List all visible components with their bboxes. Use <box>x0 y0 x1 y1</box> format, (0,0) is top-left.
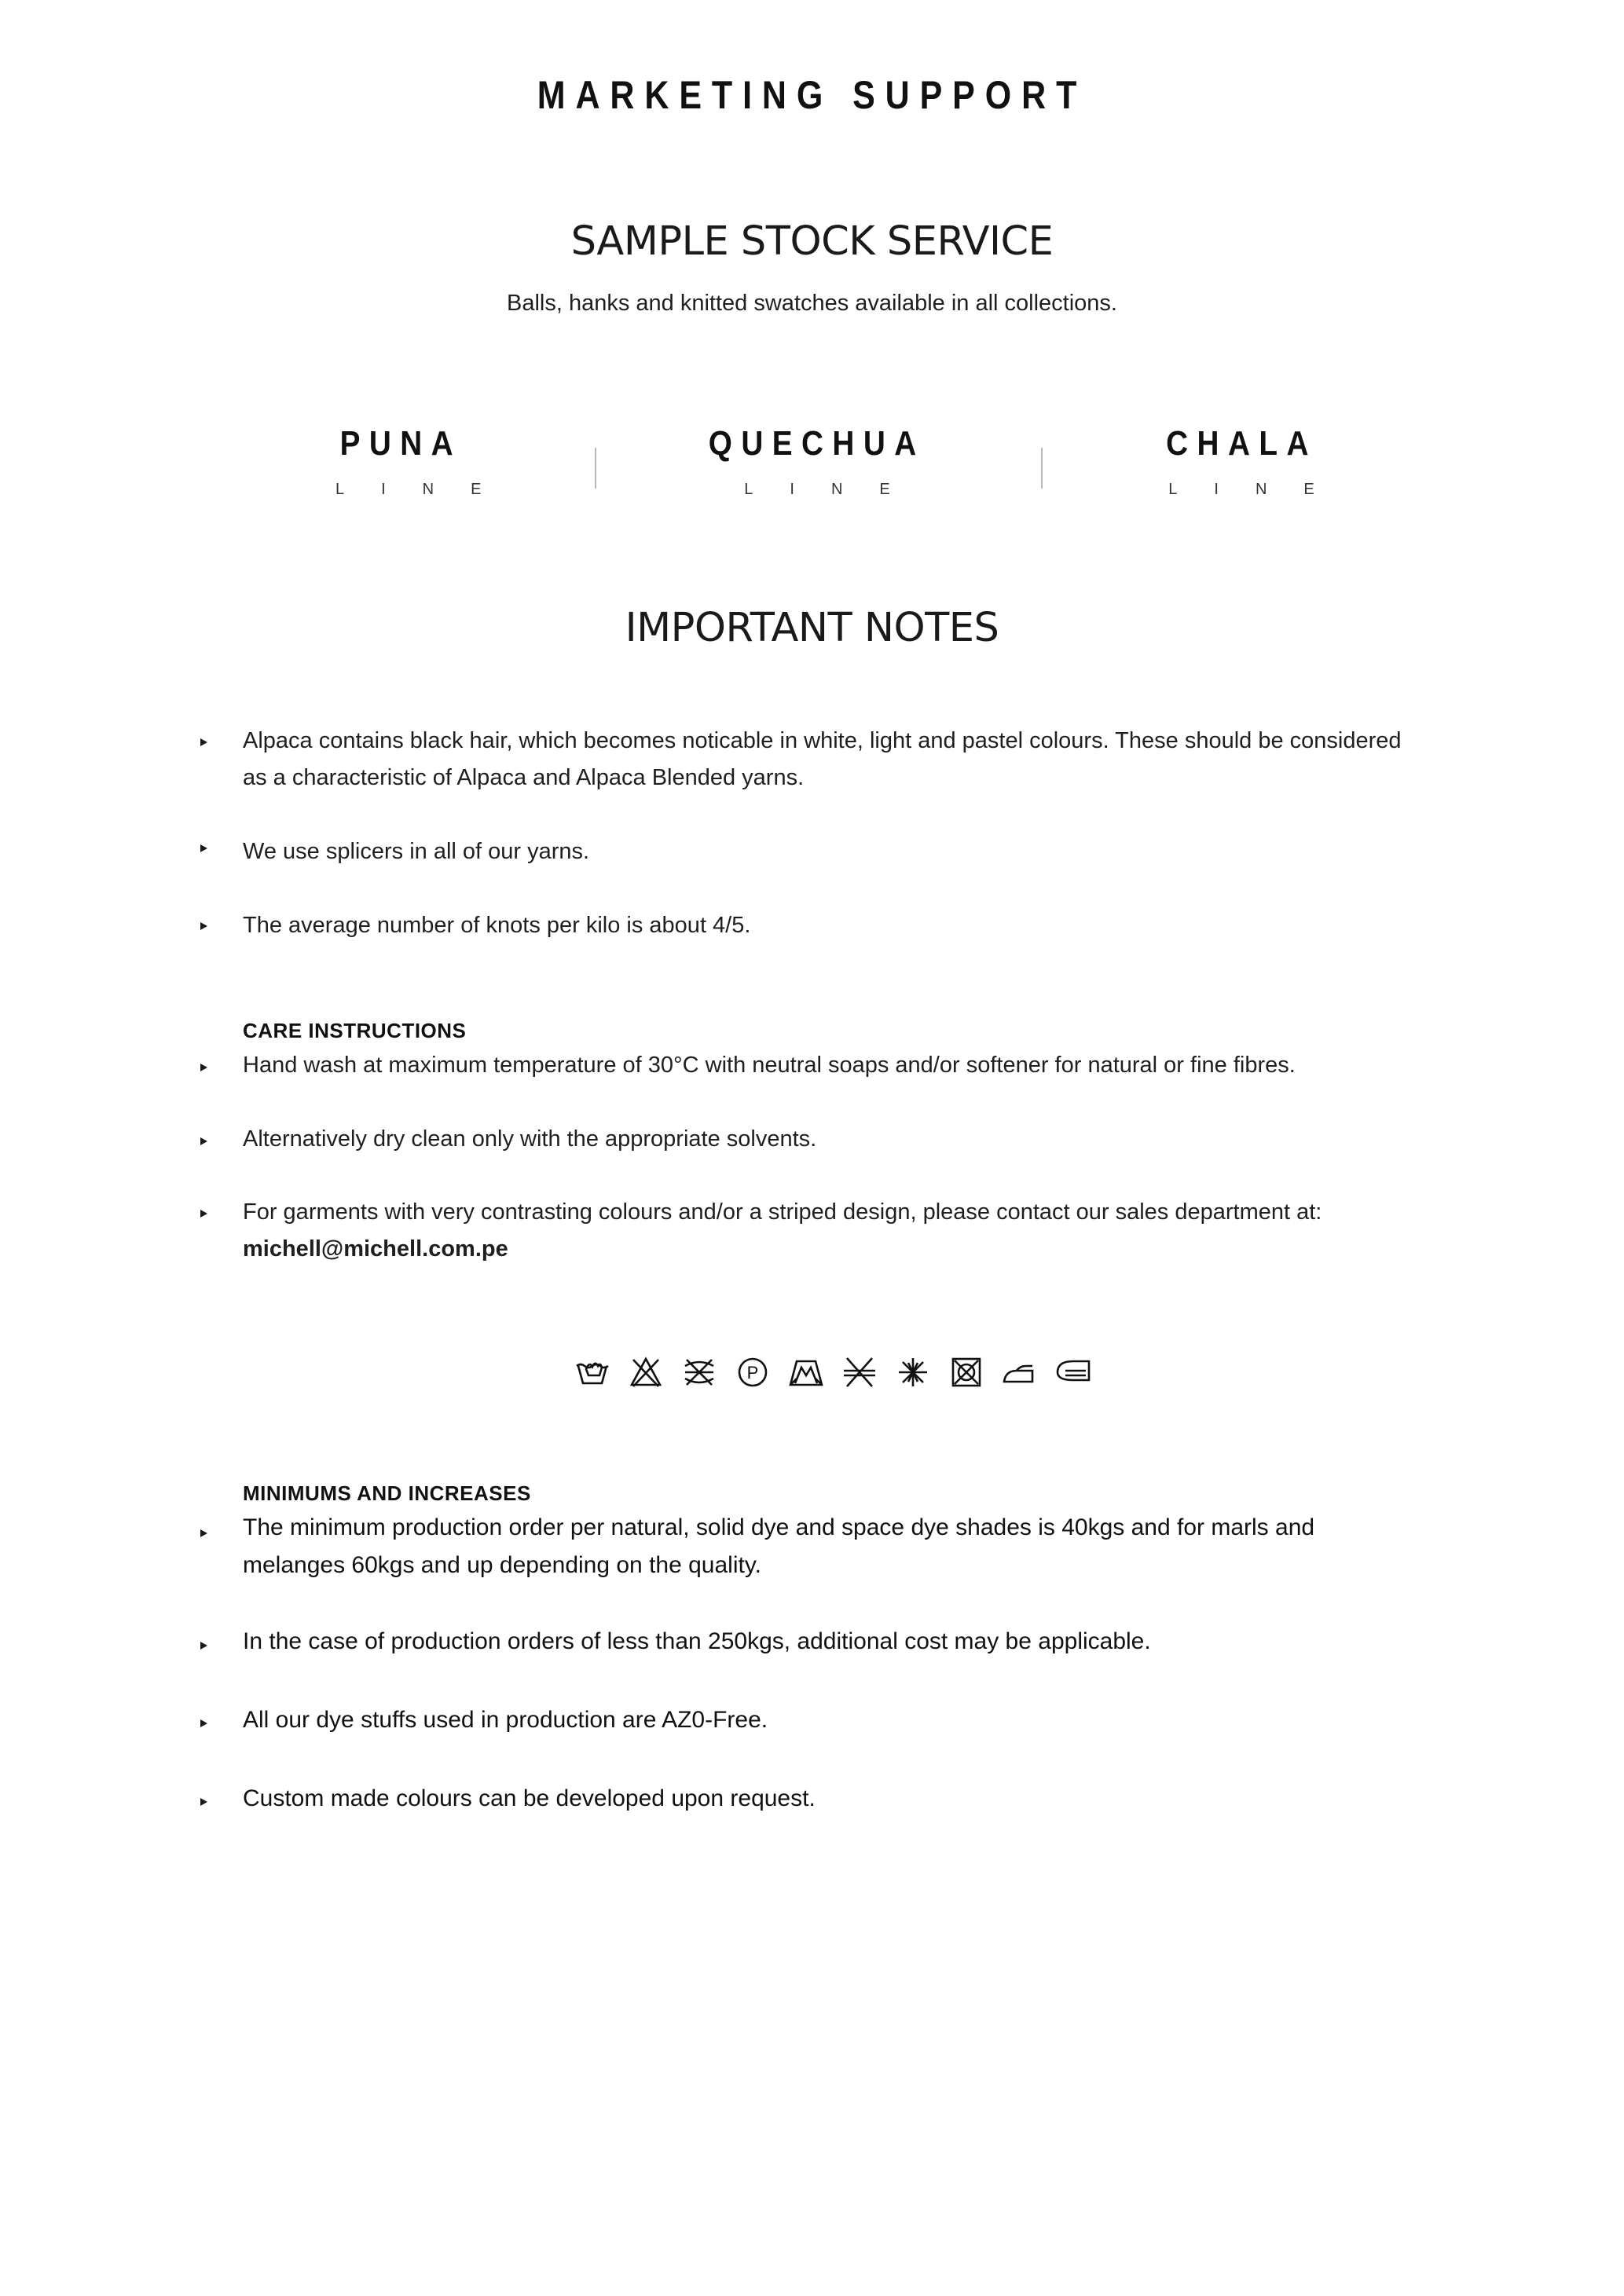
important-notes-title: IMPORTANT NOTES <box>625 605 999 651</box>
minimums-item: The minimum production order per natural, solid dye and space dye shades is 40kgs and for marls and melanges 60kgs and up depending on the quality. <box>243 1514 1315 1578</box>
divider <box>595 448 596 489</box>
bullet-icon <box>199 1208 210 1219</box>
iron-pressing-icon <box>1054 1355 1092 1390</box>
bullet-icon <box>199 1796 210 1807</box>
contact-email-link[interactable]: michell@michell.com.pe <box>243 1236 508 1262</box>
line-name: QUECHUA <box>709 424 926 463</box>
bullet-icon <box>199 1062 210 1073</box>
do-not-dry-flat-icon <box>841 1355 878 1390</box>
bullet-icon <box>199 921 210 932</box>
page-title: MARKETING SUPPORT <box>537 73 1087 117</box>
line-quechua <box>691 424 943 499</box>
line-name: PUNA <box>339 424 462 463</box>
do-not-dry-icon <box>680 1355 718 1390</box>
divider <box>1041 448 1043 489</box>
care-instructions-label: CARE INSTRUCTIONS <box>243 1019 467 1042</box>
icon-p-letter: P <box>746 1363 759 1382</box>
bullet-icon <box>199 737 210 748</box>
bullet-icon <box>199 1718 210 1729</box>
minimums-item: All our dye stuffs used in production are AZ0-Free. <box>243 1707 768 1733</box>
minimums-item: In the case of production orders of less than 250kgs, additional cost may be applicable. <box>243 1628 1151 1654</box>
line-name: CHALA <box>1165 424 1318 463</box>
note-item: We use splicers in all of our yarns. <box>243 839 590 864</box>
iron-low-icon <box>1001 1355 1039 1390</box>
line-sub: LINE <box>744 481 927 498</box>
note-item: Alpaca contains black hair, which becomes noticable in white, light and pastel colours. These should be considered as a characteristic of Alpaca and Alpaca Blended yarns. <box>243 728 1402 790</box>
sample-stock-subtitle: Balls, hanks and knitted swatches available in all collections. <box>507 291 1117 316</box>
flat-dry-shade-icon <box>787 1355 825 1390</box>
care-item-contact <box>243 1194 1421 1268</box>
note-item: The average number of knots per kilo is about 4/5. <box>243 913 751 938</box>
hand-wash-icon <box>574 1355 611 1390</box>
line-chala <box>1131 424 1351 499</box>
professional-dry-clean-p-icon <box>734 1355 772 1390</box>
bullet-icon <box>199 1528 210 1539</box>
minimums-item: Custom made colours can be developed upon request. <box>243 1785 816 1811</box>
bullet-icon <box>199 843 210 854</box>
line-puna <box>299 424 519 499</box>
line-sub: LINE <box>1168 481 1351 498</box>
care-item: Hand wash at maximum temperature of 30°C with neutral soaps and/or softener for natural or fine fibres. <box>243 1053 1296 1078</box>
sample-stock-title: SAMPLE STOCK SERVICE <box>570 218 1054 265</box>
product-lines <box>0 424 1624 518</box>
bullet-icon <box>199 1136 210 1147</box>
do-not-tumble-dry-icon <box>894 1355 932 1390</box>
bullet-icon <box>199 1640 210 1651</box>
line-sub: LINE <box>335 481 519 498</box>
do-not-bleach-icon <box>627 1355 665 1390</box>
care-item-text: For garments with very contrasting colours and/or a striped design, please contact our sales department at: <box>243 1199 1322 1225</box>
care-item: Alternatively dry clean only with the appropriate solvents. <box>243 1126 817 1152</box>
minimums-label: MINIMUMS AND INCREASES <box>243 1481 531 1505</box>
do-not-machine-dry-icon <box>948 1355 985 1390</box>
care-symbols <box>574 1353 1108 1392</box>
